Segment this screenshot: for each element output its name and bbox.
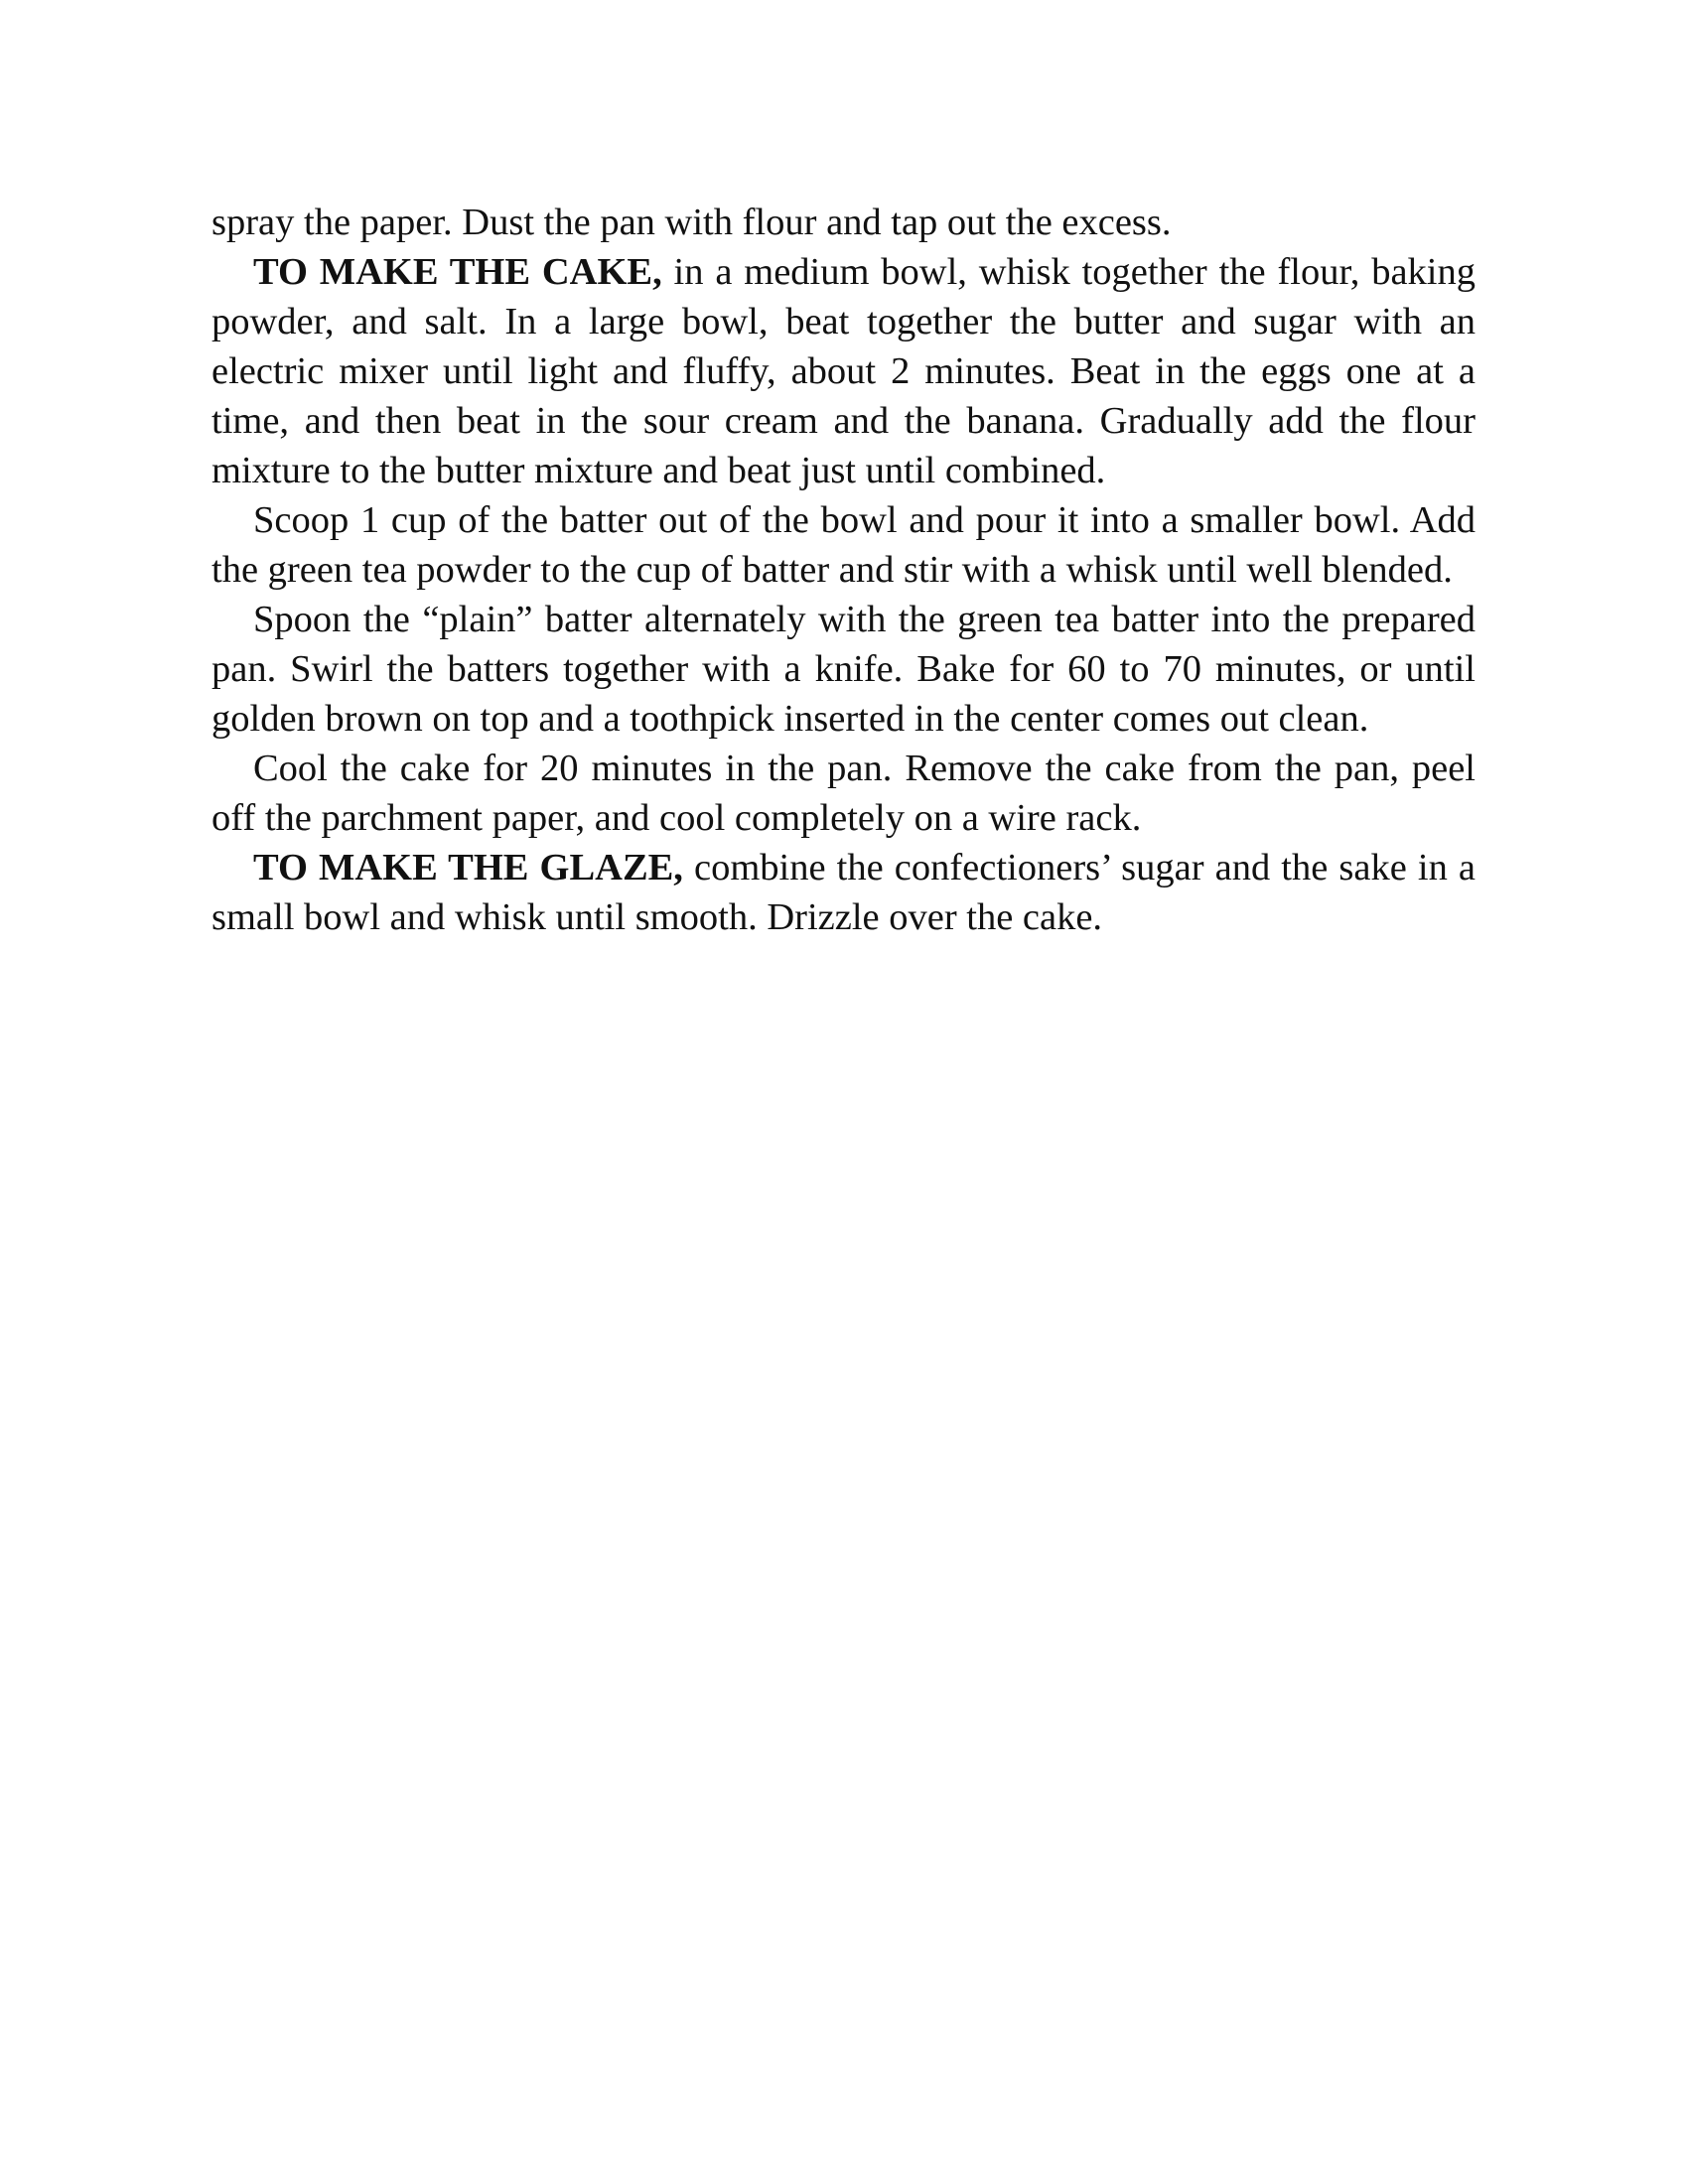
paragraph-make-glaze: [211, 843, 1476, 942]
paragraph-text: Spoon the “plain” batter alternately with the green tea batter into the prepared pan. Swirl the batters together with a knife. Bake for 60 to 70 minutes, or until golden brown on top and a toothpick inserted in the center comes out clean.: [211, 599, 1476, 740]
paragraph-text: spray the paper. Dust the pan with flour and tap out the excess.: [211, 202, 1172, 243]
paragraph-green-tea-batter: [211, 495, 1476, 595]
section-lead-glaze: TO MAKE THE GLAZE,: [253, 847, 683, 888]
paragraph-text: Scoop 1 cup of the batter out of the bowl and pour it into a smaller bowl. Add the green tea powder to the cup of batter and stir with a whisk until well blended.: [211, 499, 1476, 591]
paragraph-text: Cool the cake for 20 minutes in the pan. Remove the cake from the pan, peel off the parchment paper, and cool completely on a wire rack.: [211, 748, 1476, 839]
paragraph-text: in a medium bowl, whisk together the flour, baking powder, and salt. In a large bowl, beat together the butter and sugar with an electric mixer until light and fluffy, about 2 minutes. Beat in the eggs one at a time, and then beat in the sour cream and the banana. Gradually add the flour mixture to the butter mixture and beat just until combined.: [211, 251, 1476, 491]
recipe-instructions: [211, 198, 1476, 942]
paragraph-text: combine the confectioners’ sugar and the sake in a small bowl and whisk until smooth. Drizzle over the cake.: [211, 847, 1476, 938]
paragraph-swirl-bake: [211, 595, 1476, 744]
paragraph-continued: [211, 198, 1476, 247]
paragraph-make-cake: [211, 247, 1476, 495]
paragraph-cool: [211, 744, 1476, 843]
section-lead-cake: TO MAKE THE CAKE,: [253, 251, 662, 293]
